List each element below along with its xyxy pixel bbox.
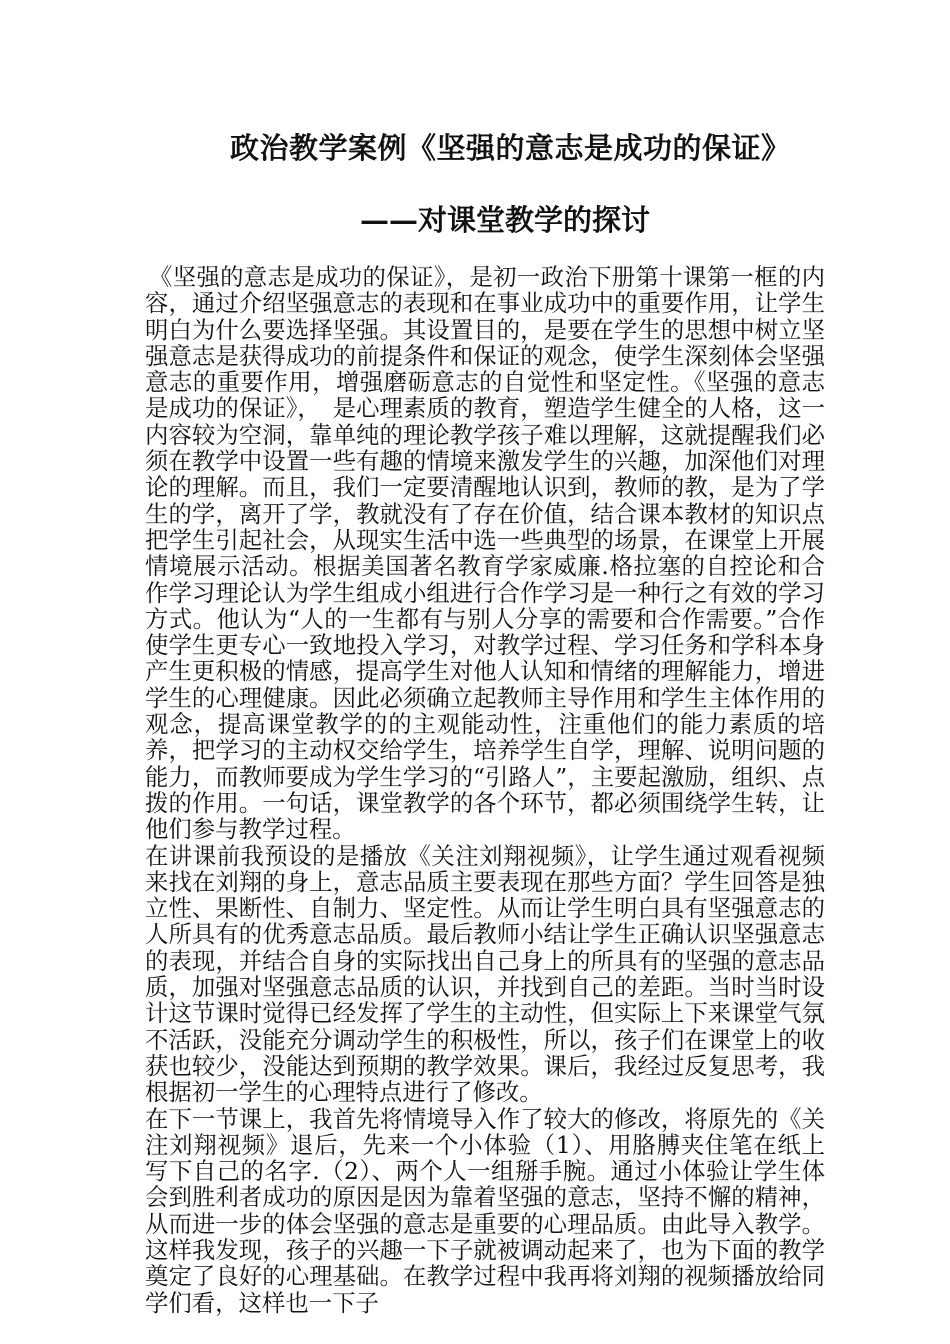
body-paragraph-2: 在讲课前我预设的是播放《关注刘翔视频》，让学生通过观看视频来找在刘翔的身上，意志品质主要表现在那些方面？学生回答是独立性、果断性、自制力、坚定性。从而让学生明白具有坚强意志的人所具有的优秀意志品质。最后教师小结让学生正确认识坚强意志的表现，并结合自身的实际找出自己身上的所具有的坚强的意志品质，加强对坚强意志品质的认识，并找到自己的差距。当时当时设计这节课时觉得已经发挥了学生的主动性，但实际上下来课堂气氛不活跃，没能充分调动学生的积极性，所以，孩子们在课堂上的收获也较少，没能达到预期的教学效果。课后，我经过反复思考，我根据初一学生的心理特点进行了修改。 bbox=[145, 841, 825, 1107]
body-paragraph-3: 在下一节课上，我首先将情境导入作了较大的修改，将原先的《关注刘翔视频》退后，先来一个小体验（1）、用胳膊夹住笔在纸上写下自己的名字.（2）、两个人一组掰手腕。通过小体验让学生体会到胜利者成功的原因是因为靠着坚强的意志，坚持不懈的精神，从而进一步的体会坚强的意志是重要的心理品质。由此导入教学。这样我发现，孩子的兴趣一下子就被调动起来了，也为下面的教学奠定了良好的心理基础。在教学过程中我再将刘翔的视频播放给同学们看，这样也一下子 bbox=[145, 1104, 825, 1317]
body-paragraph-1: 《坚强的意志是成功的保证》，是初一政治下册第十课第一框的内容，通过介绍坚强意志的表现和在事业成功中的重要作用，让学生明白为什么要选择坚强。其设置目的，是要在学生的思想中树立坚强意志是获得成功的前提条件和保证的观念，使学生深刻体会坚强意志的重要作用，增强磨砺意志的自觉性和坚定性。《坚强的意志是成功的保证》， 是心理素质的教育，塑造学生健全的人格，这一内容较为空洞，靠单纯的理论教学孩子难以理解，这就提醒我们必须在教学中设置一些有趣的情境来激发学生的兴趣，加深他们对理论的理解。而且，我们一定要清醒地认识到，教师的教，是为了学生的学，离开了学，教就没有了存在价值，结合课本教材的知识点把学生引起社会，从现实生活中选一些典型的场景，在课堂上开展情境展示活动。根据美国著名教育学家威廉.格拉塞的自控论和合作学习理论认为学生组成小组进行合作学习是一种行之有效的学习方式。他认为“人的一生都有与别人分享的需要和合作需要。”合作使学生更专心一致地投入学习，对教学过程、学习任务和学科本身产生更积极的情感，提高学生对他人认知和情绪的理解能力，增进学生的心理健康。因此必须确立起教师主导作用和学生主体作用的观念，提高课堂教学的的主观能动性，注重他们的能力素质的培养，把学习的主动权交给学生，培养学生自学，理解、说明问题的能力，而教师要成为学生学习的“引路人”，主要起激励，组织、点拨的作用。一句话，课堂教学的各个环节，都必须围绕学生转，让他们参与教学过程。 bbox=[145, 263, 825, 844]
document-subtitle: ——对课堂教学的探讨 bbox=[360, 203, 651, 237]
document-body bbox=[145, 264, 825, 1316]
document-title: 政治教学案例《坚强的意志是成功的保证》 bbox=[230, 131, 791, 165]
